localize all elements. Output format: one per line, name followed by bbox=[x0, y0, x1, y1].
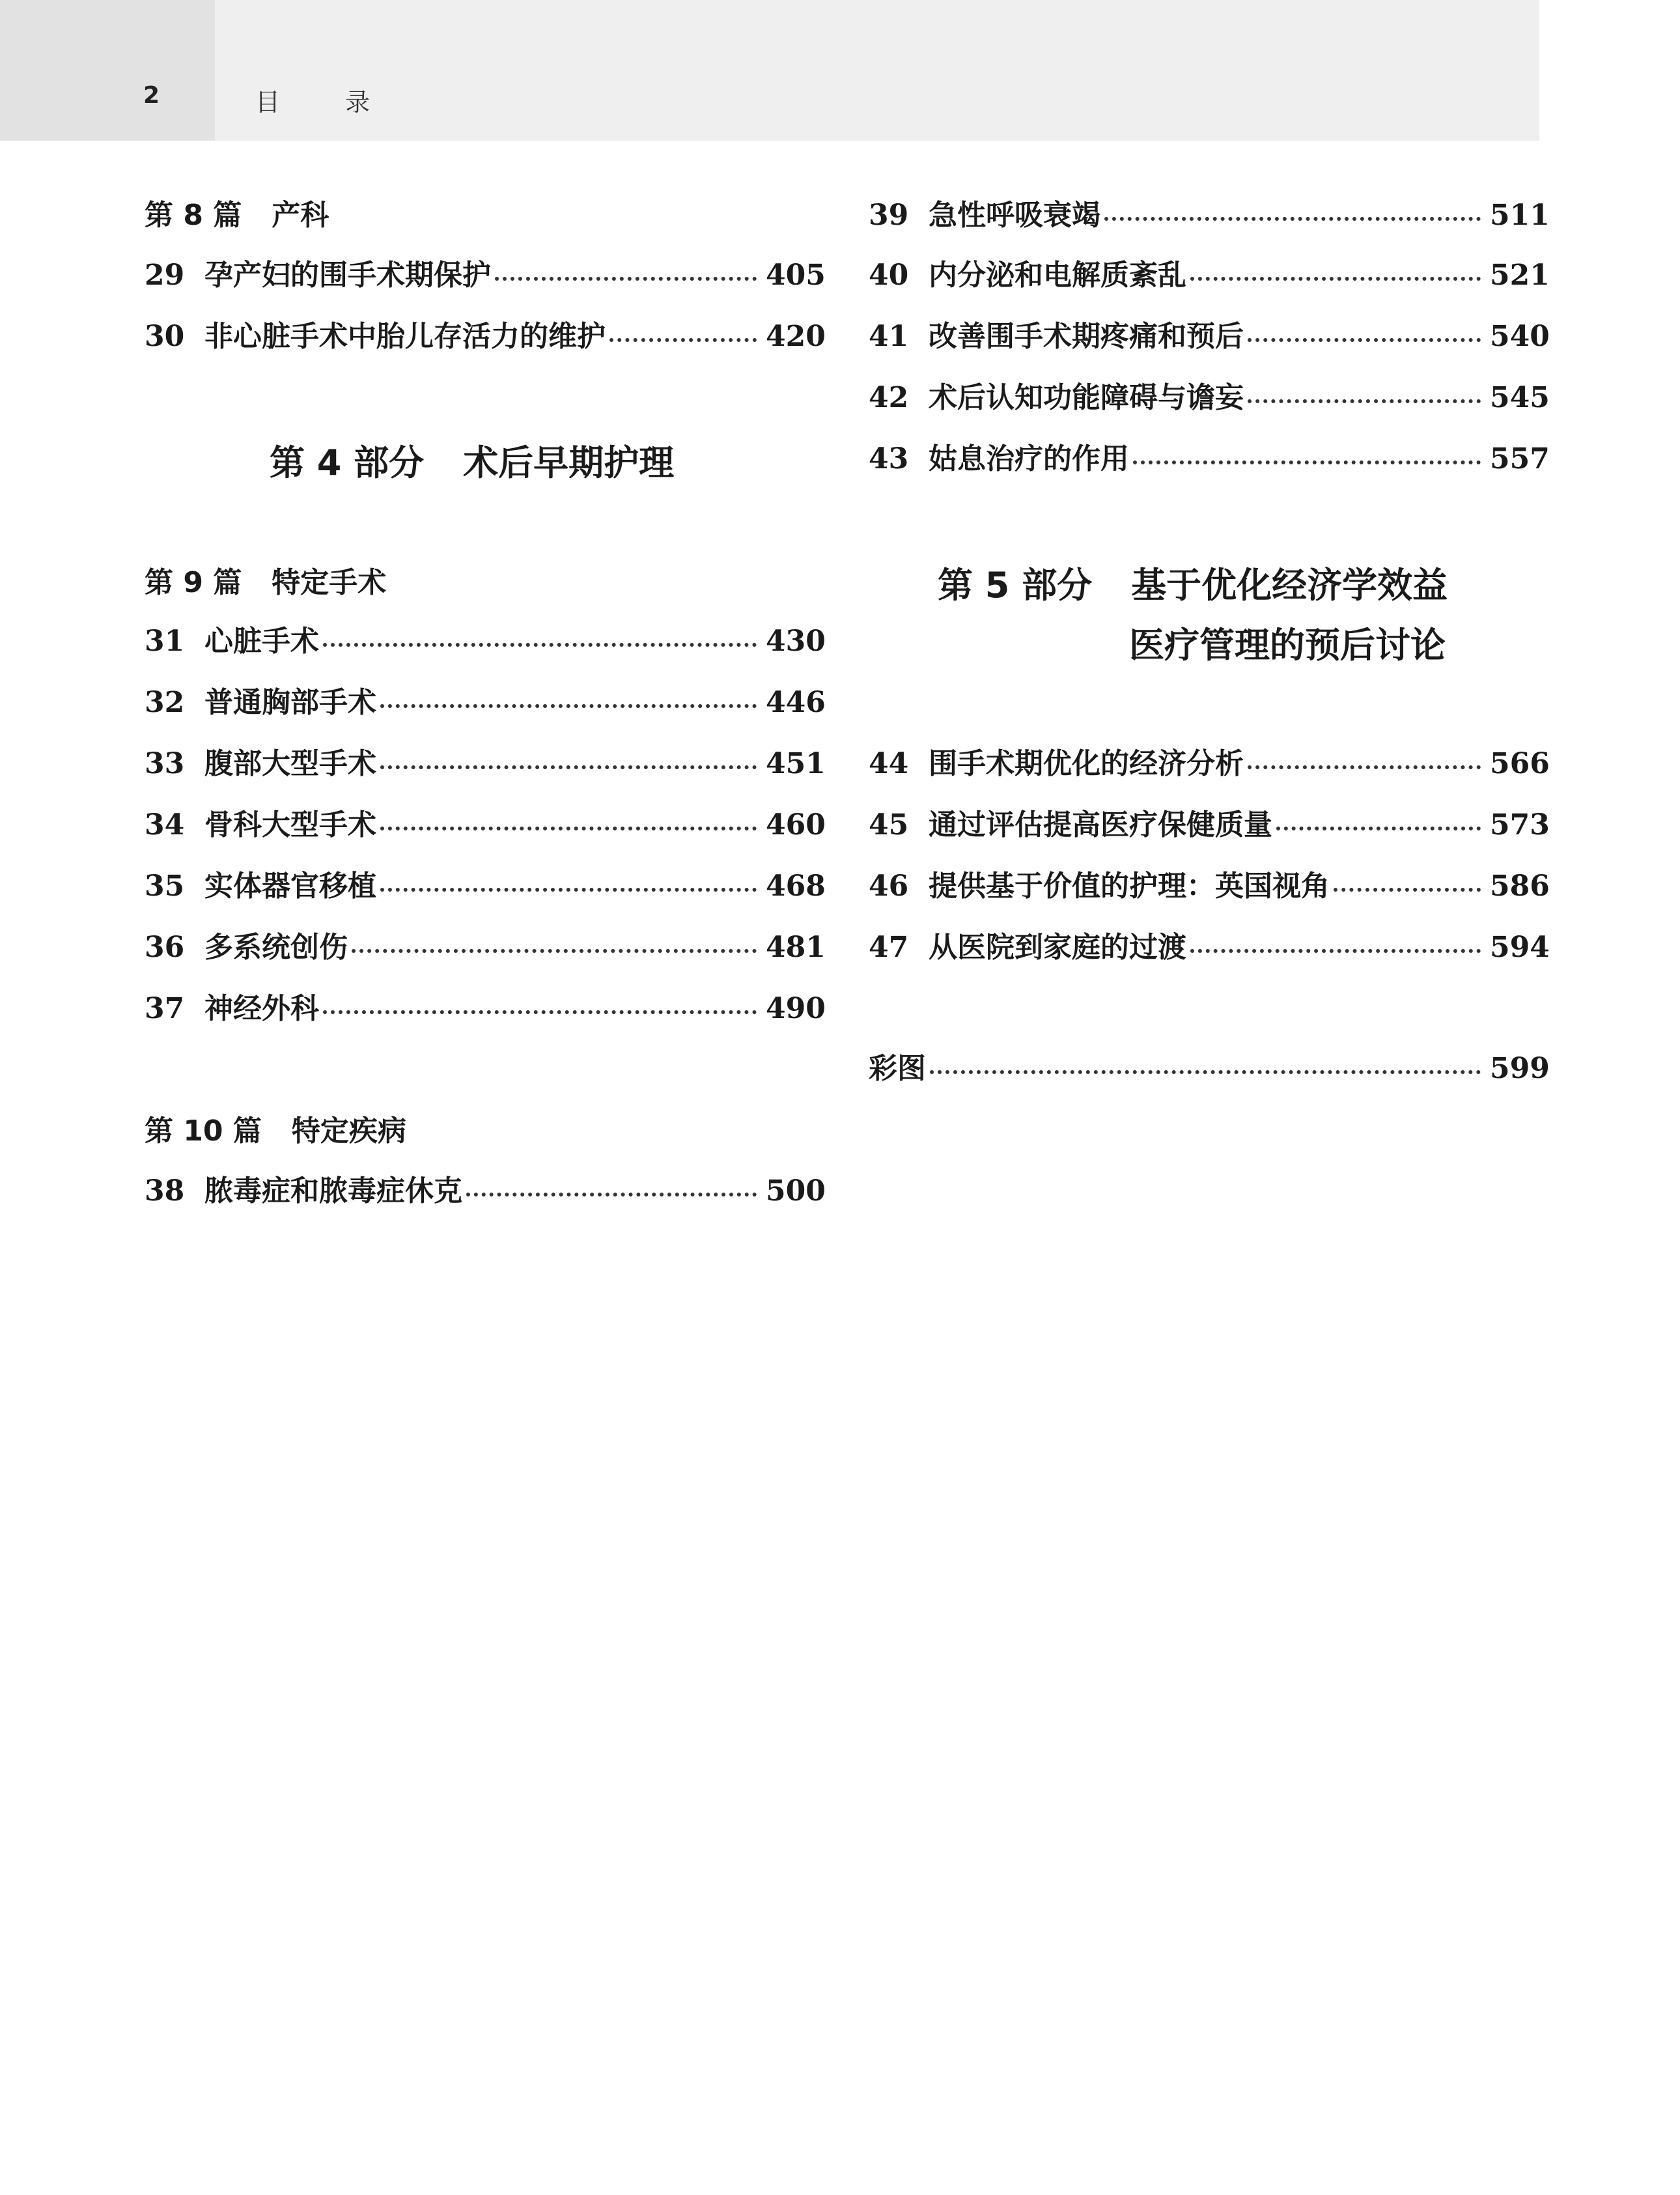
dot-leader bbox=[1190, 277, 1481, 281]
toc-entry[interactable]: 47 从医院到家庭的过渡 594 bbox=[869, 931, 1550, 964]
dot-leader bbox=[1248, 399, 1481, 403]
toc-entry[interactable]: 41 改善围手术期疼痛和预后 540 bbox=[869, 320, 1550, 353]
toc-entry[interactable]: 44 围手术期优化的经济分析 566 bbox=[869, 747, 1550, 780]
toc-entry[interactable]: 45 通过评估提高医疗保健质量 573 bbox=[869, 808, 1550, 842]
dot-leader bbox=[1248, 338, 1481, 342]
section-heading-9: 第 9 篇 特定手术 bbox=[145, 566, 387, 599]
dot-leader bbox=[323, 1010, 757, 1014]
part-heading-5: 第 5 部分 基于优化经济学效益 bbox=[938, 565, 1448, 606]
dot-leader bbox=[466, 1193, 757, 1197]
dot-leader bbox=[380, 765, 757, 769]
header-band bbox=[0, 0, 1539, 141]
dot-leader bbox=[1190, 949, 1481, 953]
dot-leader bbox=[352, 949, 757, 953]
toc-entry[interactable]: 46 提供基于价值的护理：英国视角 586 bbox=[869, 870, 1550, 903]
dot-leader bbox=[930, 1070, 1481, 1074]
dot-leader bbox=[380, 888, 757, 892]
toc-entry[interactable]: 33 腹部大型手术 451 bbox=[145, 747, 826, 780]
dot-leader bbox=[380, 704, 757, 708]
toc-entry[interactable]: 35 实体器官移植 468 bbox=[145, 870, 826, 903]
header-page-tab bbox=[0, 0, 215, 141]
dot-leader bbox=[609, 338, 757, 342]
page-number: 2 bbox=[143, 82, 160, 109]
dot-leader bbox=[1133, 460, 1481, 464]
toc-entry[interactable]: 32 普通胸部手术 446 bbox=[145, 686, 826, 719]
dot-leader bbox=[1248, 765, 1481, 769]
toc-entry[interactable]: 34 骨科大型手术 460 bbox=[145, 808, 826, 842]
dot-leader bbox=[1104, 217, 1481, 221]
toc-entry[interactable]: 29 孕产妇的围手术期保护 405 bbox=[145, 259, 826, 292]
toc-entry[interactable]: 39 急性呼吸衰竭 511 bbox=[869, 199, 1550, 232]
dot-leader bbox=[1334, 888, 1481, 892]
toc-entry[interactable]: 30 非心脏手术中胎儿存活力的维护 420 bbox=[145, 320, 826, 353]
section-heading-8: 第 8 篇 产科 bbox=[145, 199, 329, 232]
toc-entry[interactable]: 40 内分泌和电解质紊乱 521 bbox=[869, 259, 1550, 292]
running-title: 目 录 bbox=[255, 88, 399, 117]
toc-entry[interactable]: 38 脓毒症和脓毒症休克 500 bbox=[145, 1174, 826, 1208]
part-heading-5-line2: 医疗管理的预后讨论 bbox=[1129, 625, 1446, 666]
dot-leader bbox=[323, 643, 757, 647]
dot-leader bbox=[1276, 827, 1481, 830]
section-heading-10: 第 10 篇 特定疾病 bbox=[145, 1114, 406, 1148]
toc-entry[interactable]: 43 姑息治疗的作用 557 bbox=[869, 442, 1550, 475]
toc-entry[interactable]: 36 多系统创伤 481 bbox=[145, 931, 826, 964]
toc-entry[interactable]: 42 术后认知功能障碍与谵妄 545 bbox=[869, 381, 1550, 414]
toc-entry-color-plates[interactable]: 彩图 599 bbox=[869, 1052, 1550, 1085]
toc-entry[interactable]: 37 神经外科 490 bbox=[145, 992, 826, 1025]
part-heading-4: 第 4 部分 术后早期护理 bbox=[270, 442, 675, 483]
toc-entry[interactable]: 31 心脏手术 430 bbox=[145, 625, 826, 658]
dot-leader bbox=[380, 827, 757, 830]
dot-leader bbox=[495, 277, 757, 281]
